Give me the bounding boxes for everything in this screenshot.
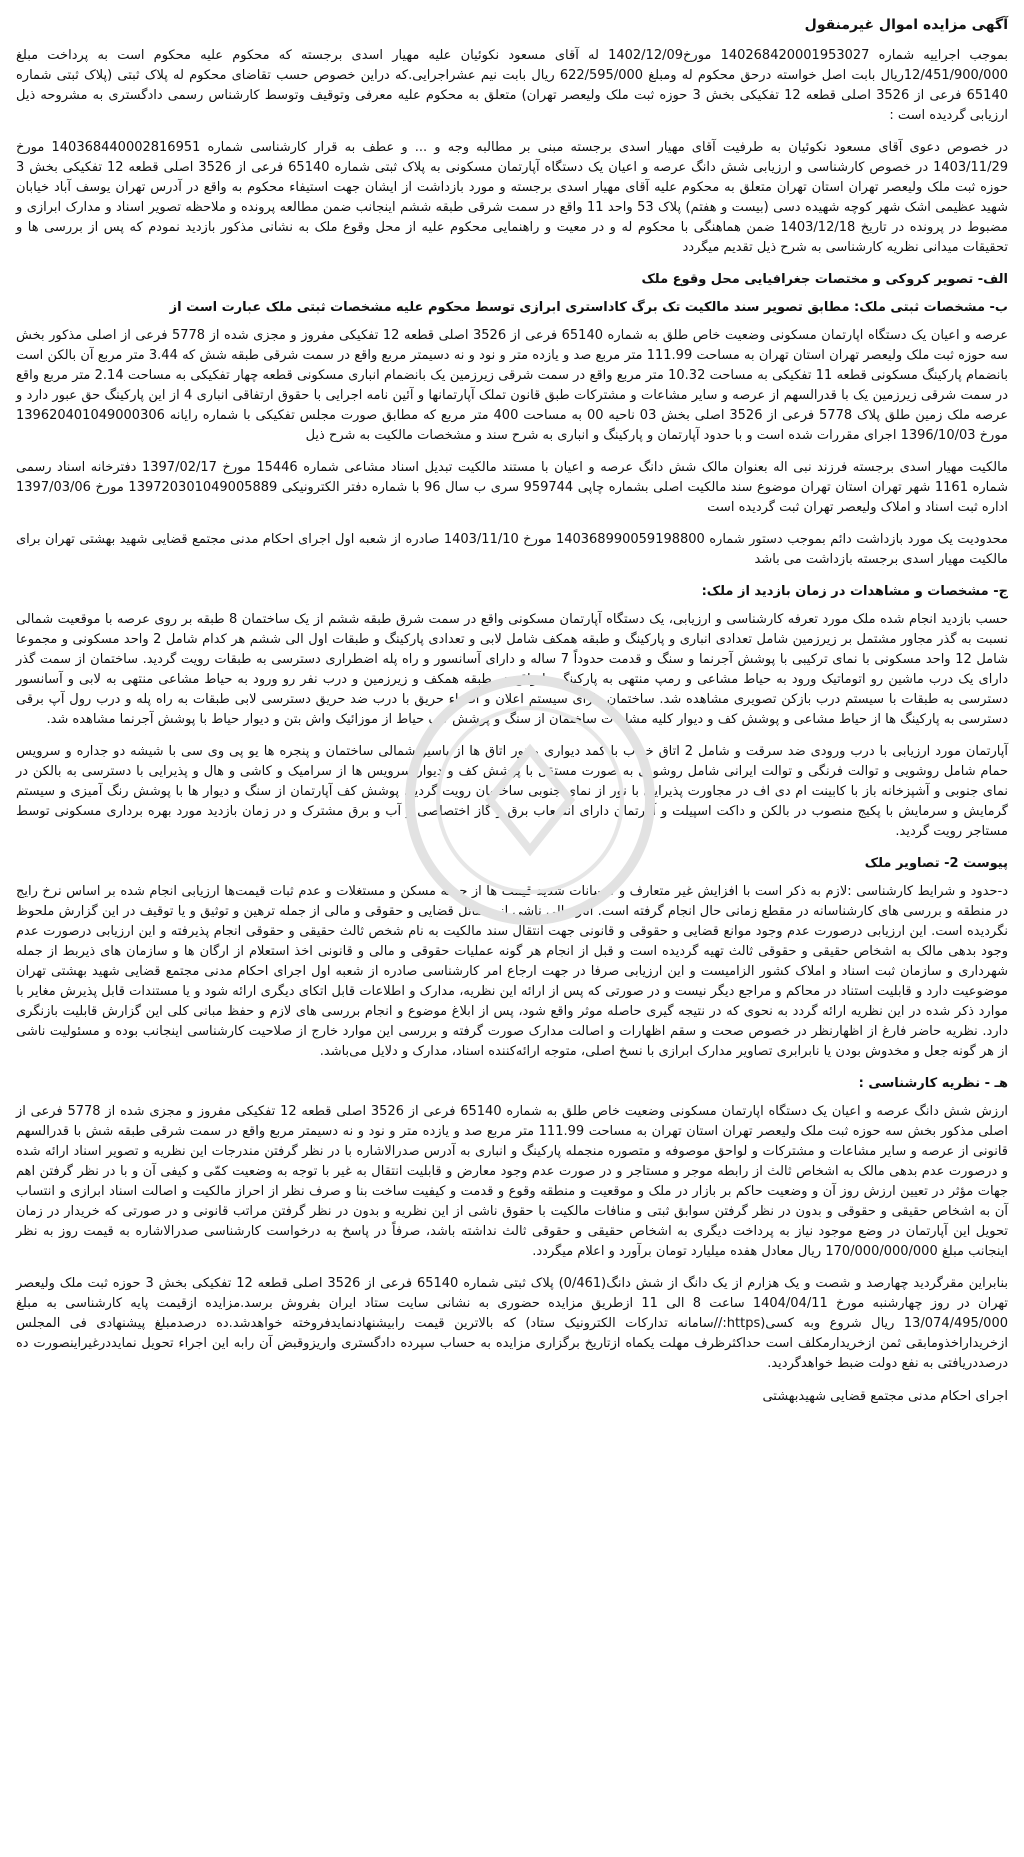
appendix-heading: پیوست 2- تصاویر ملک — [864, 856, 1008, 871]
section-he-heading: هـ - نظریه کارشناسی : — [858, 1076, 1008, 1091]
registry-details-paragraph: عرصه و اعیان یک دستگاه اپارتمان مسکونی وضعیت خاص طلق به شماره 65140 فرعی از 3526 اصلی قطعه 12 تفکیکی مفروز و مجزی شده از 5778 فرعی از اصلی مذکور بخش سه حوزه ثبت ملک ولیعصر تهران استان تهران به مساحت 111.99 متر مربع صد و یازده متر و نود و نه دسیمتر مربع واقع در سمت شرقی طبقه شش که 3.44 متر مربع آن بالکن است بانضمام پارکینگ مسکونی قطعه 11 تفکیکی به مساحت 10.32 متر مربع واقع در سمت شرقی زیرزمین یک بانضمام انباری مسکونی قطعه چهار تفکیکی به مساحت 2.14 متر مربع واقع در سمت شرقی زیرزمین یک با قدرالسهم از عرصه و سایر مشاعات و مشترکات طبق قانون تملک آپارتمانها و آئین نامه اجرایی با حقوق ارتفاقی انباری 4 از این پارکینگ حق عبور دارد و عرصه ملک زمین طلق پلاک 5778 فرعی از 3526 اصلی بخش 03 ناحیه 00 به مساحت 400 متر مربع که مطابق صورت مجلس تفکیکی با شماره رایانه 139620401049000306 مورخ 1396/10/03 اجرای مقررات شده است و با حدود آپارتمان و پارکینگ و انباری به شرح سند و مشخصات مالکیت به شرح ذیل — [16, 328, 1009, 443]
conditions-paragraph: د-حدود و شرایط کارشناسی :لازم به ذکر است با افزایش غیر متعارف و نوسانات شدید قیمت ها از جمله مسکن و مستغلات و عدم ثبات قیمت‌ها ارزیابی انجام شده بر اساس نرخ رایج در منطقه و بررسی های کارشناسانه در مقطع زمانی حال انجام گرفته است. آثار مالی ناشی از مسائل قضایی و حقوقی و مالی از جمله ترهین و توثیق و یا توقیف در این گزارش ملحوظ نگردیده است. این ارزیابی درصورت عدم وجود موانع قضایی و حقوقی و قانونی جهت انتقال سند مالکیت به نام شخص ثالث حقیقی و حقوقی انجام پذیرفته و این ارزیابی درصورت عدم وجود بدهی مالک به اشخاص حقیقی و حقوقی ثالث تهیه گردیده است و قبل از انجام هر گونه عملیات حقوقی و مالی و قانونی اخذ استعلام از ارگان ها و سازمان های ذیربط از جمله شهرداری و سازمان ثبت اسناد و املاک کشور الزامیست و این ارزیابی صرفا در جهت ارجاع امر کارشناسی صادره از شعبه اول اجرای احکام مدنی مجتمع قضایی شهید بهشتی تهران موضوعیت دارد و قابلیت استناد در محاکم و مراجع دیگر نیست و در صورتی که پس از ارائه این نظریه، مدارک و اطلاعات قابل اتکای دیگری ارائه شود و یا مستندات قابل پذیرش مغایر با موارد ذکر شده در این نظریه ارائه گردد به نحوی که در نتیجه گیری حاصله موثر واقع شود، پس از ابلاغ موضوع و انجام بررسی های لازم و حفظ مبانی کلی این گزارش قابلیت بازنگری دارد. نظریه حاضر فارغ از اظهارنظر در خصوص صحت و سقم اظهارات و اصالت مدارک صورت گرفته و بررسی این موارد خارج از صلاحیت کارشناسی اینجانب بوده و مسئولیت ناشی از هر گونه جعل و مخدوش بودن یا نابرابری تصاویر مدارک ابرازی با نسخ اصلی، متوجه ارائه‌کننده اسناد، مدارک و دلایل می‌باشد. — [16, 884, 1008, 1059]
section-be-heading: ب- مشخصات ثبتی ملک: مطابق تصویر سند مالکیت تک برگ کاداستری ابرازی توسط محکوم علیه مشخصات ثبتی ملک عبارت است از — [169, 300, 1008, 315]
lawsuit-paragraph: در خصوص دعوی آقای مسعود نکوئیان به طرفیت آقای مهیار اسدی برجسته مبنی بر مطالبه وجه و ... و عطف به قرار کارشناسی شماره 140368440002816951 مورخ 1403/11/29 در خصوص کارشناسی و ارزیابی شش دانگ عرصه و اعیان یک دستگاه آپارتمان مسکونی به پلاک ثبتی شماره 65140 فرعی از 3526 اصلی قطعه 12 تفکیکی بخش 3 حوزه ثبت ملک ولیعصر تهران استان تهران متعلق به محکوم علیه آقای مهیار اسدی برجسته و مورد بازداشت از ایشان جهت استیفاء محکوم به واقع در آدرس تهران یوسف آباد خیابان شهید عظیمی اشک شهر کوچه شهیده دسی (بیست و هفتم) پلاک 53 واحد 11 واقع در سمت شرقی طبقه ششم اینجانب ضمن مطالعه پرونده و ملاحظه تصویر اسناد و مدارک ابرازی و مضبوط در پرونده در تاریخ 1403/12/18 ضمن هماهنگی با محکوم له و در معیت و راهنمایی محکوم علیه از محل وقوع ملک به نشانی مذکور بازدید نمودم که پس از بررسی ها و تحقیقات میدانی نظریه کارشناسی به شرح ذیل تقدیم میگردد — [16, 140, 1009, 255]
auction-terms-paragraph: بنابراین مقرگردید چهارصد و شصت و یک هزارم از یک دانگ از شش دانگ(0/461) پلاک ثبتی شماره 65140 فرعی از 3526 اصلی قطعه 12 تفکیکی بخش 3 حوزه ثبت ملک ولیعصر تهران در روز چهارشنبه مورخ 1404/04/11 ساعت 8 الی 11 ازطریق مزایده حضوری به نشانی سایت ستاد ایران بفروش برسد.مزایده ازقیمت پایه کارشناسی به مبلغ 13/074/495/000 ریال شروع وبه کسی(https://سامانه تدارکات الکترونیک ستاد) که بالاترین قیمت رابیشنهادنمایدفروخته خواهدشد.ده درصدمبلغ پیشنهادی فی المجلس ازخریداراخذومابقی ثمن ازخریدارمکلف است حداکثرظرف مهلت یکماه ازتاریخ برگزاری مزایده به حساب سپرده دادگستری واریزوقبض آن رابه این اجراء تحویل نمایددرغیراینصورت ده درصددریافتی به نفع دولت ضبط خواهدگردید. — [16, 1276, 1009, 1371]
restriction-paragraph: محدودیت یک مورد بازداشت دائم بموجب دستور شماره 140368990059198800 مورخ 1403/11/10 صادره از شعبه اول اجرای احکام مدنی مجتمع قضایی شهید بهشتی تهران برای مالکیت مهیار اسدی برجسته بازداشت می باشد — [16, 532, 1009, 567]
expert-opinion-paragraph: ارزش شش دانگ عرصه و اعیان یک دستگاه اپارتمان مسکونی وضعیت خاص طلق به شماره 65140 فرعی از 3526 اصلی قطعه 12 تفکیکی مفروز و مجزی شده از 5778 فرعی از اصلی مذکور بخش سه حوزه ثبت ملک ولیعصر تهران استان تهران به مساحت 111.99 متر مربع صد و یازده متر و نود و نه دسیمتر مربع واقع در سمت شرقی طبقه شش با قدرالسهم قانونی از عرصه و سایر مشاعات و مشترکات و لواحق موصوفه و متصوره منجمله پارکینگ و انباری به آدرس صدرالاشاره با در نظر گرفتن مندرجات این نظریه و تصویر اسناد ارائه شده و درصورت عدم بدهی مالک به اشخاص ثالث از رابطه موجر و مستاجر و در صورت عدم وجود معارض و قابلیت انتقال به غیر با توجه به وضعیت کمّی و کیفی آن و با در نظر گرفتن اهم جهات مؤثر در تعیین ارزش روز آن و وضعیت حاکم بر بازار در ملک و موقعیت و منطقه وقوع و قدمت و کیفیت ساخت بنا و صرف نظر از احراز مالکیت و اصالت اسناد ابرازی و انتساب آن به اشخاص حقیقی و حقوقی و بدون در نظر گرفتن سوابق ثبتی و منافات مالکیت با حقوق ناشی از این نظریه و بدون در نظر گرفتن مراتب قانونی و در صورتی که خریدار در زمان تحویل این آپارتمان در وضع موجود نیاز به پرداخت دیگری به اشخاص حقیقی و حقوقی ثالث نداشته باشد، صرفاً در پاسخ به درخواست کارشناسی صدرالاشاره به قیمت روز به نظر اینجانب مبلغ 170/000/000/000 ریال معادل هفده میلیارد تومان برآورد و اعلام میگردد. — [16, 1104, 1008, 1259]
apartment-observation-paragraph: آپارتمان مورد ارزیابی با درب ورودی ضد سرقت و شامل 2 اتاق خواب با کمد دیواری و نور اتاق ها از پاسیو شمالی ساختمان و پنجره ها یو پی وی سی با شیشه دو جداره و سرویس حمام شامل روشویی و توالت فرنگی و توالت ایرانی شامل روشویی به صورت مستقل با پوشش کف و دیوار سرویس ها از سرامیک و کاشی و هال و پذیرایی با دسترسی به بالکن در نمای جنوبی و آشپزخانه باز با کابینت ام دی اف در مجاورت پذیرایی با نور از نمای جنوبی ساختمان رویت گردید. پوشش کف آپارتمان از سنگ و دیوار ها با پوشش رنگ آمیزی و سیستم گرمایش و سرمایش با پکیج منصوب در بالکن و داکت اسپیلت و آپارتمان دارای انشعاب برق و گاز اختصاصی و آب و برق مشترک و در زمان بازدید مورد بهره برداری مسکونی توسط مستاجر رویت گردید. — [16, 744, 1008, 839]
document-title: آگهی مزایده اموال غیرمنقول — [804, 17, 1008, 33]
section-alef-heading: الف- تصویر کروکی و مختصات جغرافیایی محل وقوع ملک — [641, 272, 1008, 287]
signature: اجرای احکام مدنی مجتمع قضایی شهیدبهشتی — [762, 1389, 1008, 1404]
section-jim-heading: ج- مشخصات و مشاهدات در زمان بازدید از ملک: — [701, 584, 1008, 599]
intro-paragraph: بموجب اجراییه شماره 140268420001953027 مورخ1402/12/09 له آقای مسعود نکوئیان علیه مهیار اسدی برجسته که محکوم علیه محکوم است به پرداخت مبلغ 12/451/900/000ریال بابت اصل خواسته درحق محکوم له ومبلغ 622/595/000 ریال بابت نیم عشراجرایی.که دراین خصوص حسب تقاضای محکوم له پلاک ثبتی (پلاک ثبتی شماره 65140 فرعی از 3526 اصلی قطعه 12 تفکیکی بخش 3 حوزه ثبت ملک ولیعصر تهران) متعلق به محکوم علیه معرفی وتوقیف وتوسط کارشناس رسمی دادگستری به مشروحه ذیل ارزیابی گردیده است : — [16, 48, 1009, 123]
building-observation-paragraph: حسب بازدید انجام شده ملک مورد تعرفه کارشناسی و ارزیابی، یک دستگاه آپارتمان مسکونی واقع در سمت شرق طبقه ششم از یک ساختمان 8 طبقه بر روی عرصه با موقعیت شمالی نسبت به گذر مجاور مشتمل بر زیرزمین شامل تعدادی انباری و پارکینگ و طبقه همکف شامل لابی و تعدادی پارکینگ و طبقات اول الی ششم هر کدام شامل 2 واحد مسکونی و مجموعا شامل 12 واحد مسکونی با نمای ترکیبی با پوشش آجرنما و سنگ و قدمت حدوداً 7 ساله و دارای آسانسور و راه پله اضطراری دسترسی به طبقات رویت گردید. ساختمان از سمت گذر دارای یک درب ماشین رو اتوماتیک ورود به حیاط مشاعی و رمپ منتهی به پارکینگ ها واقع در طبقه همکف و زیرزمین و درب نفر رو ورود به حیاط مشاعی منتهی به لابی و آسانسور دسترسی به طبقات با سیستم درب بازکن تصویری مشاهده شد. ساختمان دارای سیستم اعلان و اطفاء حریق با درب ضد حریق دسترسی لابی طبقات به راه پله و درب رول آپ برقی دسترسی به پارکینگ ها از حیاط مشاعی و پوشش کف و دیوار کلیه مشاعات ساختمان از سنگ و پوشش کف حیاط از موزائیک واش بتن و دیوار حیاط با پوشش آجرنما مشاهده شد. — [16, 612, 1008, 727]
ownership-paragraph: مالکیت مهیار اسدی برجسته فرزند نبی اله بعنوان مالک شش دانگ عرصه و اعیان با مستند مالکیت تبدیل اسناد مشاعی شماره 15446 مورخ 1397/02/17 دفترخانه اسناد رسمی شماره 1161 شهر تهران استان تهران موضوع سند مالکیت اصلی بشماره چاپی 959744 سری ب سال 96 با شماره دفتر الکترونیکی 139720301049005889 مورخ 1397/03/06 اداره ثبت اسناد و املاک ولیعصر تهران ثبت گردیده است — [16, 460, 1009, 515]
